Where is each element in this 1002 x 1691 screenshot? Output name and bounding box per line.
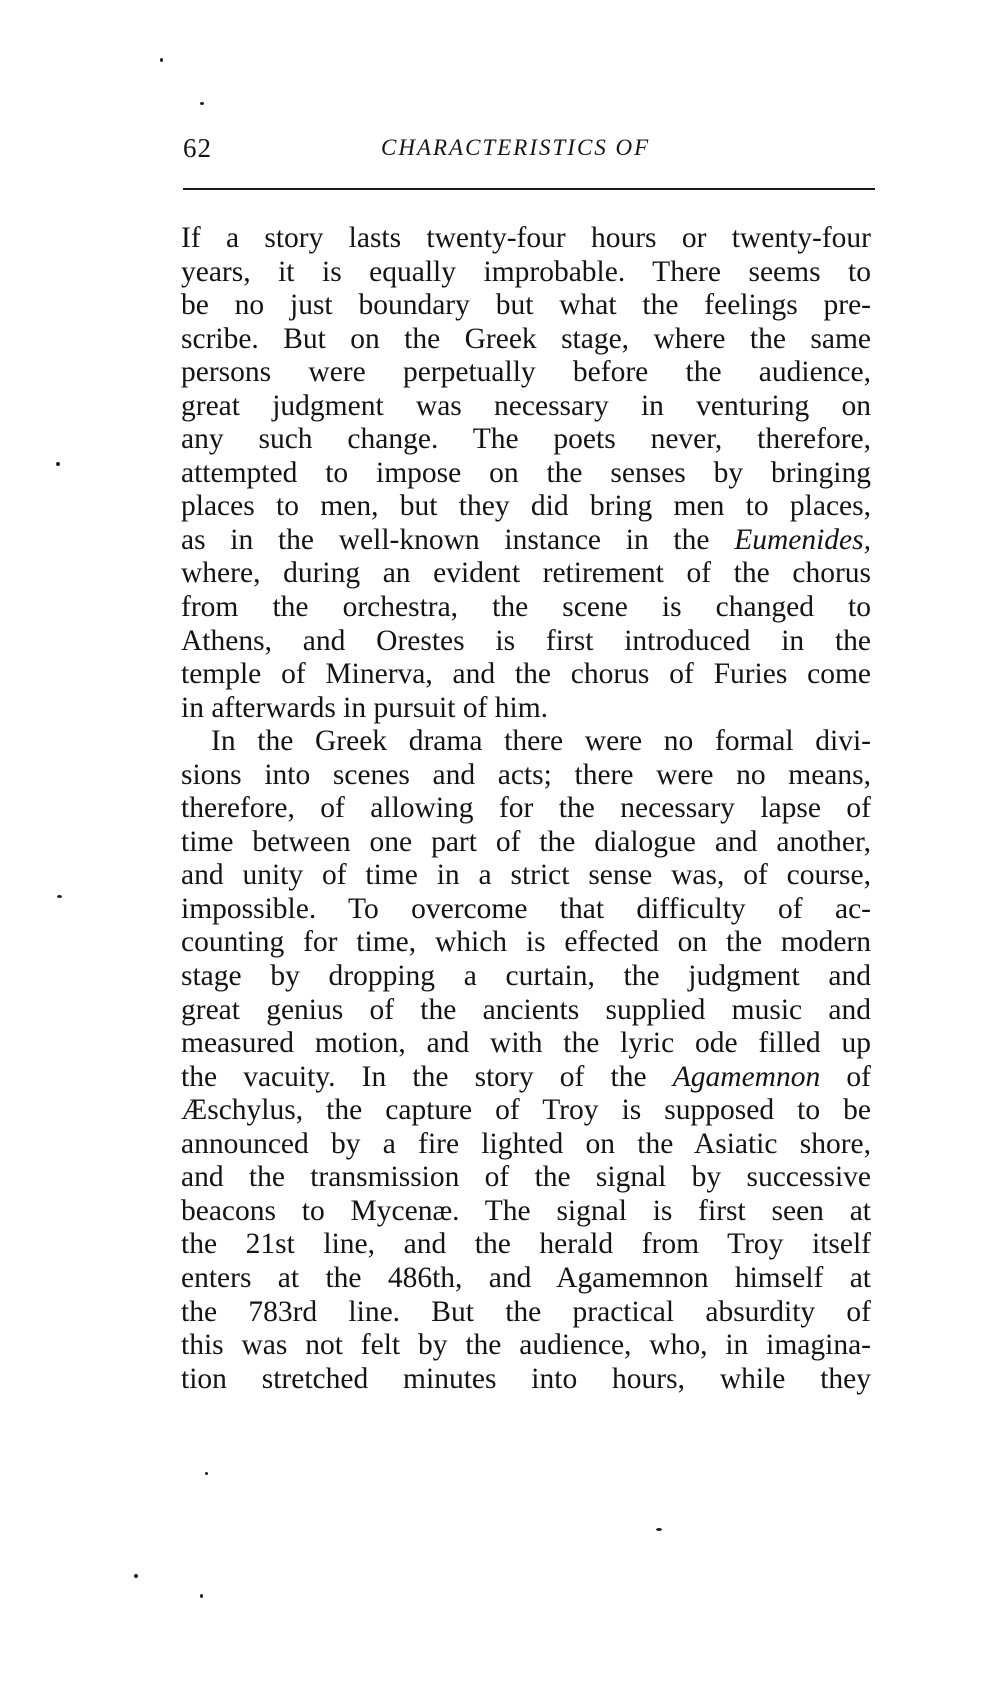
- text-line: announced by a fire lighted on the Asiatic shore,: [181, 1127, 871, 1160]
- paragraph: [181, 222, 871, 725]
- scan-speck: [56, 462, 60, 466]
- text-line: and the transmission of the signal by successive: [181, 1161, 871, 1194]
- text-line: and unity of time in a strict sense was, of course,: [181, 859, 871, 892]
- text-line: impossible. To overcome that difficulty of ac-: [181, 892, 871, 925]
- scan-speck: [160, 58, 163, 62]
- text-line: counting for time, which is effected on the modern: [181, 926, 871, 959]
- text-line: In the Greek drama there were no formal divi-: [211, 725, 871, 758]
- text-line: [181, 1061, 871, 1095]
- text-line: places to men, but they did bring men to places,: [181, 490, 871, 523]
- page-number: 62: [183, 133, 212, 163]
- paragraph: [181, 725, 871, 1396]
- text-line: great genius of the ancients supplied music and: [181, 993, 871, 1026]
- text-line: If a story lasts twenty-four hours or twenty-four: [181, 222, 871, 254]
- header-rule: [183, 188, 875, 190]
- text-line: any such change. The poets never, therefore,: [181, 423, 871, 456]
- text-segment: as in the well-known instance in the: [181, 523, 735, 556]
- text-line: this was not felt by the audience, who, in imagina-: [181, 1329, 871, 1362]
- text-line: measured motion, and with the lyric ode filled up: [181, 1027, 871, 1060]
- text-line: sions into scenes and acts; there were no means,: [181, 758, 871, 791]
- scan-speck: [200, 102, 204, 105]
- scan-speck: [200, 1594, 203, 1598]
- page-header: [183, 133, 873, 177]
- text-line: beacons to Mycenæ. The signal is first seen at: [181, 1194, 871, 1227]
- italic-title: Agamemnon: [672, 1060, 821, 1093]
- text-line: Athens, and Orestes is first introduced in the: [181, 624, 871, 657]
- text-line: where, during an evident retirement of the chorus: [181, 557, 871, 590]
- text-line: in afterwards in pursuit of him.: [181, 691, 549, 724]
- running-head: CHARACTERISTICS OF: [381, 135, 651, 160]
- scan-speck: [134, 1574, 138, 1578]
- text-line: enters at the 486th, and Agamemnon himself at: [181, 1261, 871, 1294]
- text-line: attempted to impose on the senses by bringing: [181, 456, 871, 489]
- text-line: tion stretched minutes into hours, while they: [181, 1362, 871, 1395]
- text-line: [181, 524, 871, 558]
- text-line: time between one part of the dialogue and another,: [181, 825, 871, 858]
- text-line: the 21st line, and the herald from Troy itself: [181, 1228, 871, 1261]
- text-line: years, it is equally improbable. There seems to: [181, 255, 871, 288]
- text-line: great judgment was necessary in venturing on: [181, 389, 871, 422]
- body-text: [181, 222, 871, 1396]
- text-line: scribe. But on the Greek stage, where the same: [181, 322, 871, 355]
- text-line: from the orchestra, the scene is changed to: [181, 591, 871, 624]
- scan-speck: [57, 895, 62, 898]
- text-line: persons were perpetually before the audience,: [181, 356, 871, 389]
- text-line: the 783rd line. But the practical absurdity of: [181, 1295, 871, 1328]
- text-line: therefore, of allowing for the necessary lapse of: [181, 792, 871, 825]
- scan-speck: [656, 1528, 662, 1531]
- text-line: be no just boundary but what the feelings pre-: [181, 289, 871, 322]
- italic-title: Eumenides,: [734, 523, 871, 556]
- text-line: temple of Minerva, and the chorus of Furies come: [181, 658, 871, 691]
- text-segment: the vacuity. In the story of the: [181, 1060, 673, 1093]
- text-line: Æschylus, the capture of Troy is supposed to be: [181, 1094, 871, 1127]
- text-line: stage by dropping a curtain, the judgment and: [181, 960, 871, 993]
- scan-speck: [205, 1472, 208, 1475]
- text-segment: of: [820, 1060, 871, 1093]
